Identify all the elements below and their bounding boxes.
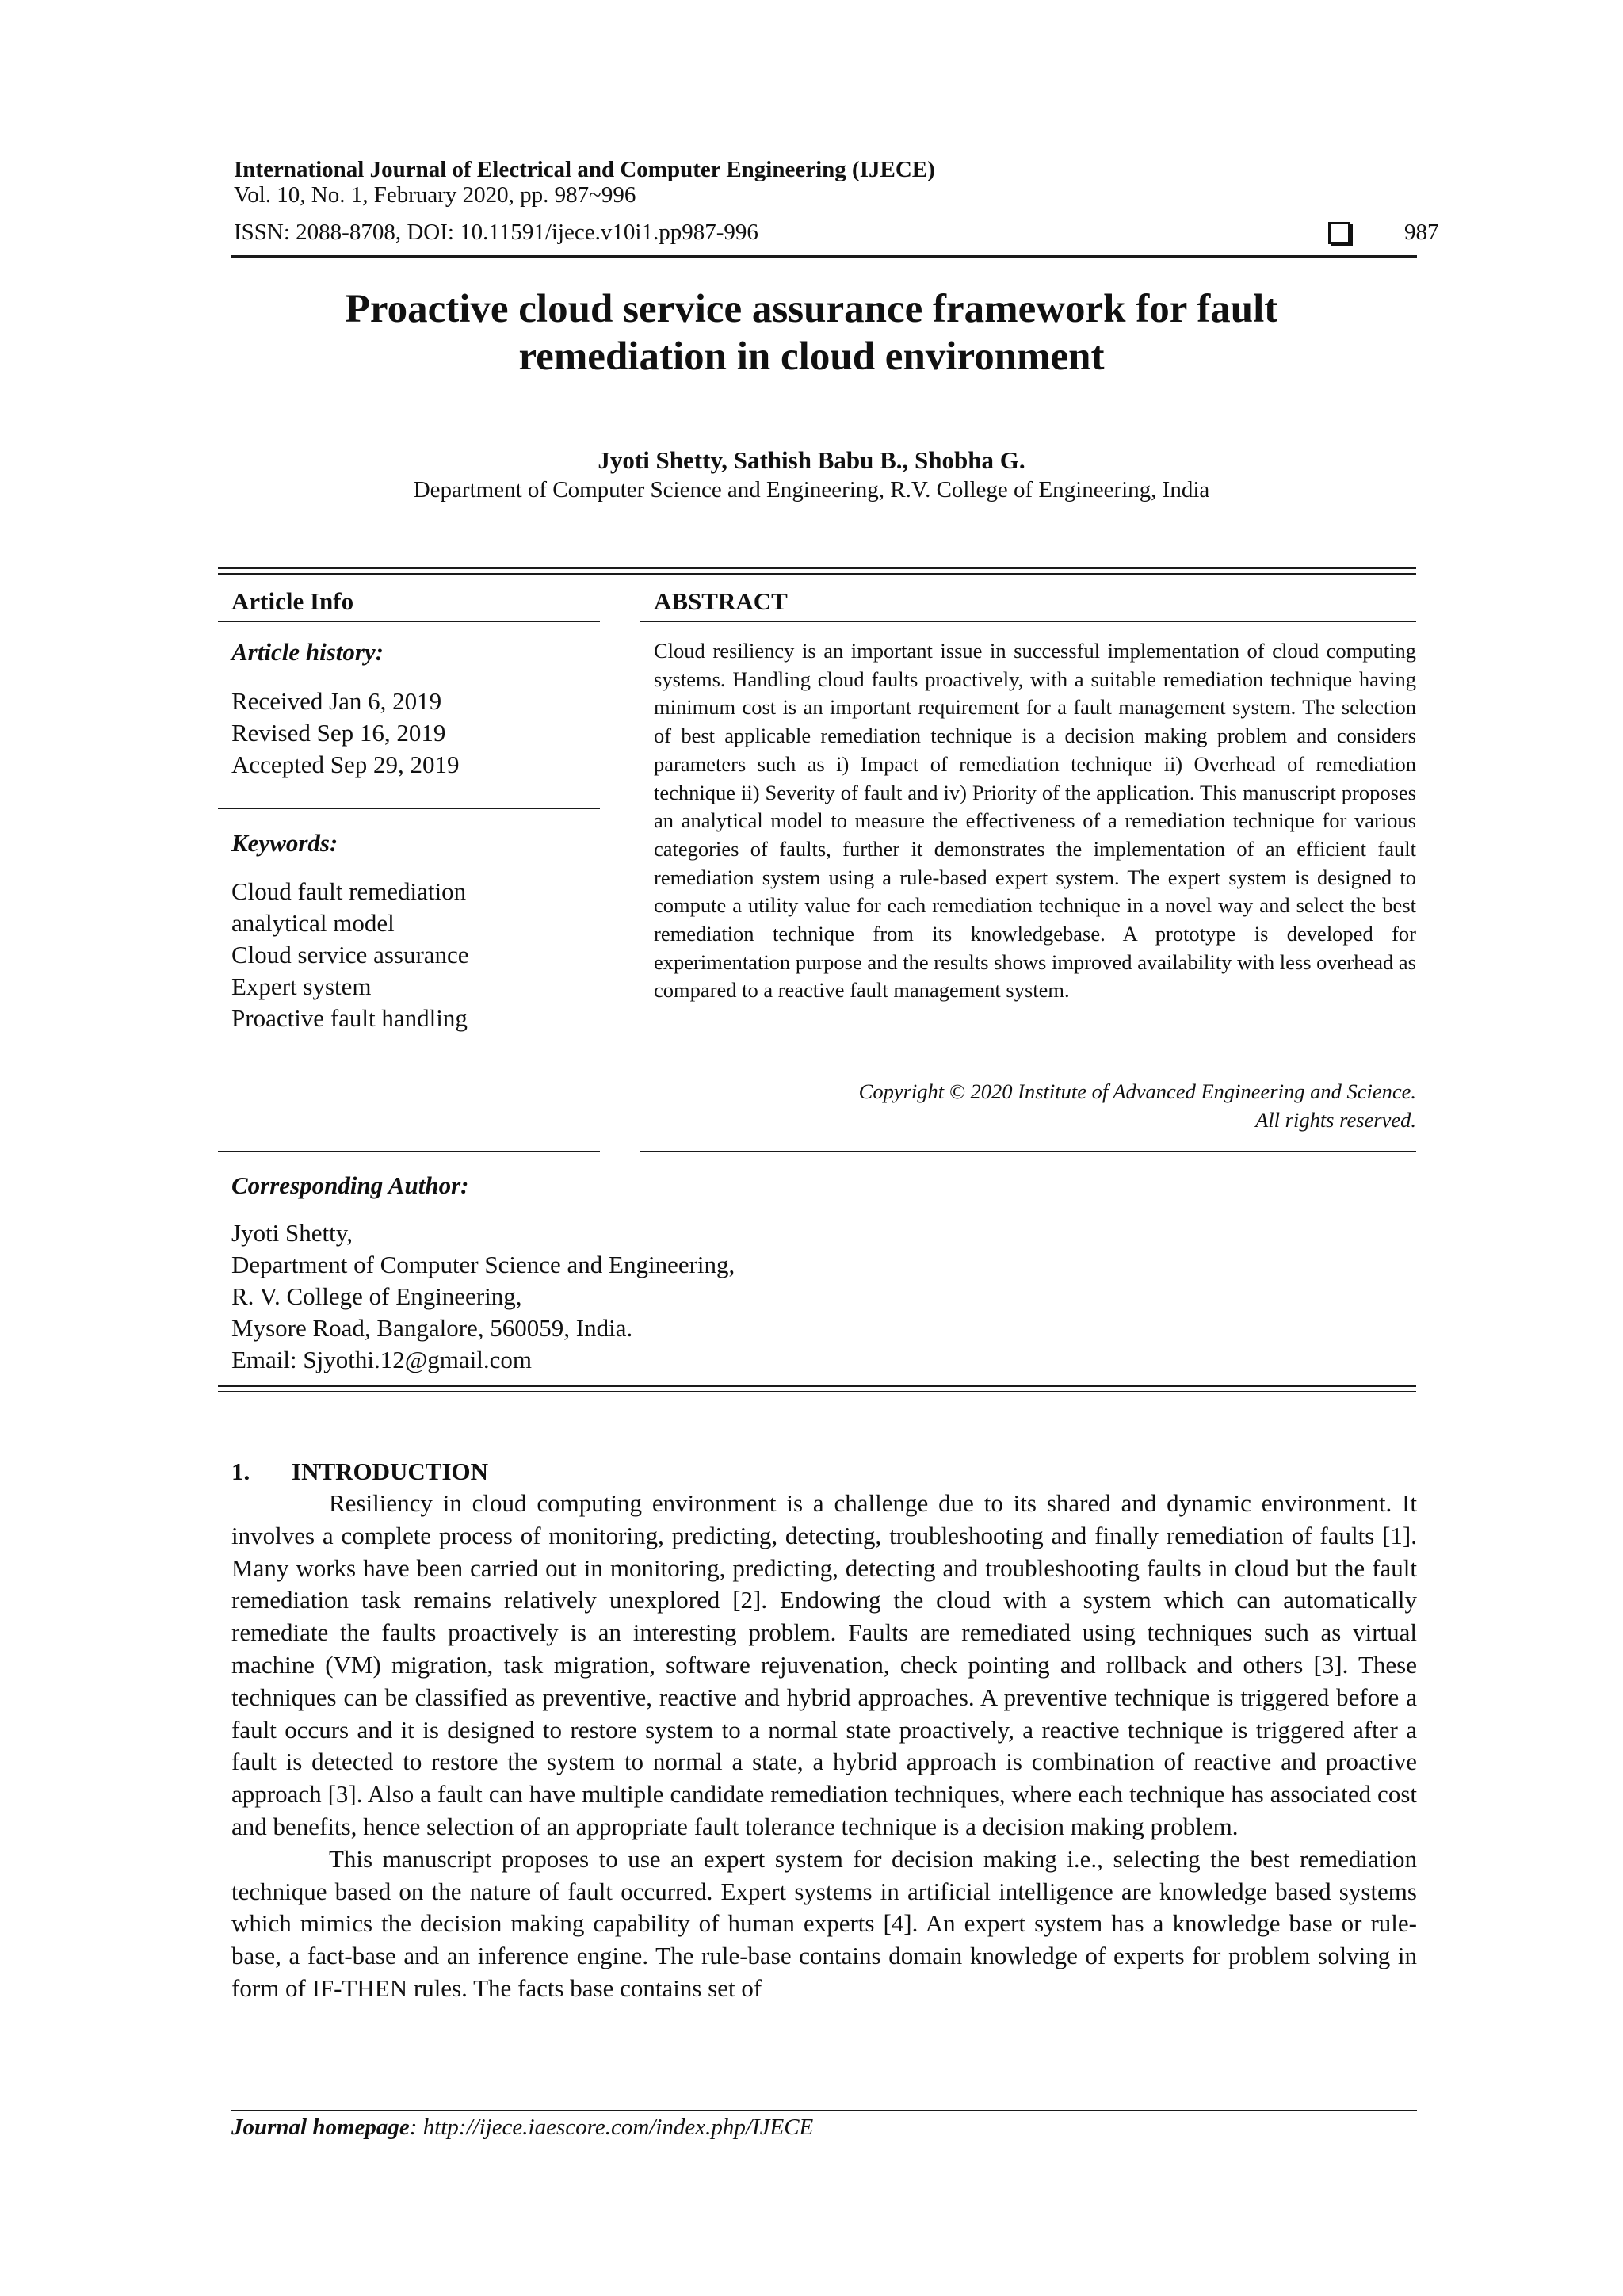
- keyword-item: Cloud fault remediation: [231, 877, 467, 905]
- history-list: [231, 686, 460, 781]
- copyright-line-1: Copyright © 2020 Institute of Advanced Engineering and Science.: [858, 1079, 1416, 1103]
- keyword-item: Expert system: [231, 972, 372, 1000]
- issn-doi: ISSN: 2088-8708, DOI: 10.11591/ijece.v10i1.pp987-996: [234, 220, 758, 245]
- page-number: 987: [1404, 220, 1439, 245]
- keyword-item: Cloud service assurance: [231, 941, 469, 968]
- footer: [231, 2115, 813, 2140]
- keyword-item: analytical model: [231, 909, 395, 937]
- author-address: Mysore Road, Bangalore, 560059, India.: [231, 1314, 633, 1342]
- info-top-rule-2: [218, 573, 1416, 575]
- footer-rule: [231, 2110, 1417, 2111]
- info-bottom-rule: [218, 1385, 1416, 1387]
- info-bottom-rule-2: [218, 1391, 1416, 1392]
- journal-homepage-link[interactable]: : http://ijece.iaescore.com/index.php/IJECE: [409, 2115, 814, 2140]
- history-revised: Revised Sep 16, 2019: [231, 719, 446, 747]
- history-received: Received Jan 6, 2019: [231, 687, 442, 715]
- corresponding-details: [231, 1217, 735, 1376]
- history-rule: [218, 808, 600, 809]
- affiliation: Department of Computer Science and Engineering, R.V. College of Engineering, India: [413, 477, 1210, 502]
- author-department: Department of Computer Science and Engineering,: [231, 1251, 735, 1278]
- article-info-heading: Article Info: [231, 587, 354, 615]
- abstract-heading: ABSTRACT: [654, 587, 788, 615]
- keywords-list: [231, 876, 469, 1034]
- abstract-body: [654, 637, 1416, 1005]
- intro-paragraph-2: This manuscript proposes to use an expert system for decision making i.e., selecting the best remediation technique based on the nature of fault occurred. Expert systems in artificial intelligence are knowledge based systems which mimics the decision making capability of human experts [4]. An expert system has a knowledge base or rule-base, a fact-base and an inference engine. The rule-base contains domain knowledge of experts for problem solving in form of IF-THEN rules. The facts base contains set of: [231, 1844, 1417, 2002]
- article-info-rule: [218, 621, 600, 622]
- volume-info: Vol. 10, No. 1, February 2020, pp. 987~996: [234, 182, 636, 208]
- copyright-line-2: All rights reserved.: [1255, 1108, 1416, 1132]
- corresponding-heading: Corresponding Author:: [231, 1171, 469, 1199]
- intro-paragraph-1: Resiliency in cloud computing environment is a challenge due to its shared and dynamic environment. It involves a complete process of monitoring, predicting, detecting, troubleshooting and finally remediation of faults [1]. Many works have been carried out in monitoring, predicting, detecting and troubleshooting faults in cloud but the fault remediation task remains relatively unexplored [2]. Endowing the cloud with a system which can automatically remediate the faults proactively is an interesting problem. Faults are remediated using techniques such as virtual machine (VM) migration, task migration, software rejuvenation, check pointing and rollback and others [3]. These techniques can be classified as preventive, reactive and hybrid approaches. A preventive technique is triggered before a fault occurs and it is designed to restore system to a normal state proactively, a reactive technique is triggered after a fault is detected to restore the system to normal a state, a hybrid approach is combination of reactive and proactive approach [3]. Also a fault can have multiple candidate remediation techniques, where each technique has associated cost and benefits, hence selection of an appropriate fault tolerance technique is a decision making problem.: [231, 1489, 1417, 1840]
- introduction-body: [231, 1488, 1417, 2005]
- header-rule: [231, 255, 1417, 258]
- paper-title-line-2: remediation in cloud environment: [518, 334, 1105, 379]
- section-heading: INTRODUCTION: [292, 1457, 489, 1485]
- keyword-item: Proactive fault handling: [231, 1004, 468, 1032]
- paper-title-line-1: Proactive cloud service assurance framework for fault: [345, 287, 1278, 331]
- abstract-bottom-rule: [640, 1151, 1416, 1152]
- info-top-rule: [218, 567, 1416, 569]
- abstract-text: Cloud resiliency is an important issue in successful implementation of cloud computing systems. Handling cloud faults proactively, with a suitable remediation technique having minimum cost is an important requirement for a fault management system. The selection of best applicable remediation technique is a decision making problem and considers parameters such as i) Impact of remediation technique ii) Overhead of remediation technique ii) Severity of fault and iv) Priority of the application. This manuscript proposes an analytical model to measure the effectiveness of a remediation technique for various categories of faults, further it demonstrates the implementation of an efficient fault remediation system using a rule-based expert system. The expert system is designed to compute a utility value for each remediation technique in a novel way and select the best remediation technique from its knowledgebase. A prototype is developed for experimentation purpose and the results shows improved availability with less overhead as compared to a reactive fault management system.: [654, 639, 1416, 1003]
- journal-name: International Journal of Electrical and Computer Engineering (IJECE): [234, 157, 935, 182]
- checkbox-icon: [1328, 222, 1350, 244]
- history-accepted: Accepted Sep 29, 2019: [231, 751, 460, 778]
- keywords-rule: [218, 1151, 600, 1152]
- keywords-heading: Keywords:: [231, 829, 338, 857]
- abstract-rule: [640, 621, 1416, 622]
- section-number: 1.: [231, 1457, 250, 1485]
- footer-label: Journal homepage: [231, 2115, 410, 2140]
- authors: Jyoti Shetty, Sathish Babu B., Shobha G.: [598, 446, 1025, 474]
- history-heading: Article history:: [231, 638, 384, 666]
- author-email: Email: Sjyothi.12@gmail.com: [231, 1346, 532, 1373]
- author-college: R. V. College of Engineering,: [231, 1282, 522, 1310]
- author-name: Jyoti Shetty,: [231, 1219, 353, 1247]
